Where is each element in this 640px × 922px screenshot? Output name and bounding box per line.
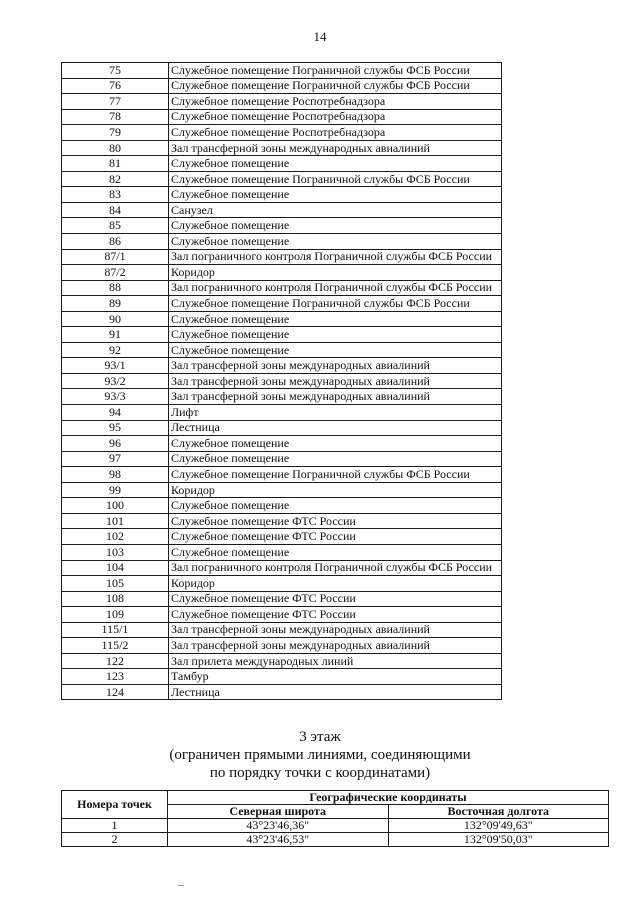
room-number: 76	[62, 78, 169, 94]
room-name: Служебное помещение Пограничной службы ФСБ России	[169, 78, 502, 94]
room-row	[62, 482, 502, 498]
room-name: Служебное помещение	[169, 498, 502, 514]
latitude-value: 43°23'46,53"	[168, 833, 389, 847]
room-number: 123	[62, 669, 169, 685]
room-row	[62, 607, 502, 623]
room-number: 104	[62, 560, 169, 576]
room-name: Служебное помещение	[169, 327, 502, 343]
room-name: Зал трансферной зоны международных авиалиний	[169, 358, 502, 374]
room-number: 84	[62, 202, 169, 218]
room-number: 99	[62, 482, 169, 498]
point-number: 1	[62, 819, 168, 833]
scan-mark	[178, 885, 184, 886]
room-number: 94	[62, 405, 169, 421]
room-row	[62, 265, 502, 281]
room-number: 79	[62, 125, 169, 141]
room-row	[62, 373, 502, 389]
room-number: 86	[62, 234, 169, 250]
room-number: 97	[62, 451, 169, 467]
room-number: 88	[62, 280, 169, 296]
room-row	[62, 638, 502, 654]
rooms-table	[61, 62, 502, 700]
rooms-table-body	[62, 63, 502, 700]
room-number: 93/2	[62, 373, 169, 389]
room-name: Служебное помещение	[169, 544, 502, 560]
page-number: 14	[313, 29, 327, 44]
room-number: 115/1	[62, 622, 169, 638]
room-number: 85	[62, 218, 169, 234]
room-row	[62, 467, 502, 483]
room-name: Служебное помещение ФТС России	[169, 591, 502, 607]
floor-subtitle-line-1: (ограничен прямыми линиями, соединяющими	[169, 747, 471, 763]
room-number: 105	[62, 576, 169, 592]
room-row	[62, 560, 502, 576]
room-number: 77	[62, 94, 169, 110]
room-name: Лестница	[169, 684, 502, 700]
room-number: 91	[62, 327, 169, 343]
room-row	[62, 296, 502, 312]
room-row	[62, 358, 502, 374]
room-name: Служебное помещение Роспотребнадзора	[169, 125, 502, 141]
room-row	[62, 311, 502, 327]
room-name: Зал прилета международных линий	[169, 653, 502, 669]
room-row	[62, 513, 502, 529]
room-row	[62, 405, 502, 421]
room-row	[62, 342, 502, 358]
room-name: Служебное помещение	[169, 451, 502, 467]
room-number: 95	[62, 420, 169, 436]
room-name: Служебное помещение Пограничной службы ФСБ России	[169, 171, 502, 187]
room-number: 82	[62, 171, 169, 187]
room-name: Служебное помещение	[169, 342, 502, 358]
room-name: Зал трансферной зоны международных авиалиний	[169, 638, 502, 654]
room-name: Служебное помещение	[169, 234, 502, 250]
header-north-latitude: Северная широта	[168, 805, 389, 819]
coordinates-table	[61, 790, 609, 847]
room-name: Служебное помещение ФТС России	[169, 513, 502, 529]
room-name: Коридор	[169, 265, 502, 281]
room-number: 87/2	[62, 265, 169, 281]
room-name: Санузел	[169, 202, 502, 218]
room-row	[62, 544, 502, 560]
room-row	[62, 218, 502, 234]
room-name: Служебное помещение Роспотребнадзора	[169, 94, 502, 110]
room-name: Зал пограничного контроля Пограничной службы ФСБ России	[169, 249, 502, 265]
room-number: 90	[62, 311, 169, 327]
room-number: 87/1	[62, 249, 169, 265]
room-number: 89	[62, 296, 169, 312]
room-name: Служебное помещение Роспотребнадзора	[169, 109, 502, 125]
room-name: Служебное помещение	[169, 311, 502, 327]
room-row	[62, 94, 502, 110]
room-row	[62, 202, 502, 218]
room-row	[62, 529, 502, 545]
room-number: 103	[62, 544, 169, 560]
room-row	[62, 420, 502, 436]
room-row	[62, 591, 502, 607]
room-row	[62, 78, 502, 94]
floor-heading	[0, 728, 640, 782]
room-name: Лестница	[169, 420, 502, 436]
room-row	[62, 234, 502, 250]
room-row	[62, 63, 502, 79]
coordinates-row	[62, 819, 609, 833]
room-row	[62, 669, 502, 685]
room-number: 80	[62, 140, 169, 156]
room-row	[62, 171, 502, 187]
room-row	[62, 498, 502, 514]
room-name: Служебное помещение	[169, 218, 502, 234]
room-row	[62, 156, 502, 172]
room-number: 100	[62, 498, 169, 514]
room-number: 93/1	[62, 358, 169, 374]
room-number: 92	[62, 342, 169, 358]
header-point-numbers: Номера точек	[62, 791, 168, 819]
room-name: Лифт	[169, 405, 502, 421]
floor-subtitle-line-2: по порядку точки с координатами)	[209, 765, 431, 781]
floor-title: 3 этаж	[299, 729, 341, 745]
room-row	[62, 125, 502, 141]
room-row	[62, 389, 502, 405]
room-name: Тамбур	[169, 669, 502, 685]
room-number: 109	[62, 607, 169, 623]
room-number: 98	[62, 467, 169, 483]
room-number: 122	[62, 653, 169, 669]
room-number: 124	[62, 684, 169, 700]
room-name: Зал трансферной зоны международных авиалиний	[169, 140, 502, 156]
room-number: 75	[62, 63, 169, 79]
room-row	[62, 653, 502, 669]
room-name: Зал трансферной зоны международных авиалиний	[169, 389, 502, 405]
point-number: 2	[62, 833, 168, 847]
header-east-longitude: Восточная долгота	[388, 805, 609, 819]
room-name: Зал трансферной зоны международных авиалиний	[169, 373, 502, 389]
room-row	[62, 249, 502, 265]
room-name: Служебное помещение	[169, 187, 502, 203]
room-name: Служебное помещение	[169, 436, 502, 452]
coordinates-row	[62, 833, 609, 847]
room-name: Коридор	[169, 576, 502, 592]
room-name: Коридор	[169, 482, 502, 498]
room-row	[62, 280, 502, 296]
room-name: Служебное помещение Пограничной службы ФСБ России	[169, 63, 502, 79]
latitude-value: 43°23'46,36"	[168, 819, 389, 833]
room-name: Служебное помещение ФТС России	[169, 607, 502, 623]
room-row	[62, 327, 502, 343]
longitude-value: 132°09'49,63"	[388, 819, 609, 833]
room-name: Служебное помещение	[169, 156, 502, 172]
room-row	[62, 576, 502, 592]
room-number: 115/2	[62, 638, 169, 654]
room-name: Зал трансферной зоны международных авиалиний	[169, 622, 502, 638]
room-row	[62, 109, 502, 125]
room-name: Зал пограничного контроля Пограничной службы ФСБ России	[169, 280, 502, 296]
header-geographic-coordinates: Географические координаты	[168, 791, 609, 805]
room-row	[62, 451, 502, 467]
room-number: 102	[62, 529, 169, 545]
room-row	[62, 140, 502, 156]
room-name: Служебное помещение Пограничной службы ФСБ России	[169, 296, 502, 312]
room-number: 83	[62, 187, 169, 203]
room-number: 96	[62, 436, 169, 452]
room-name: Зал пограничного контроля Пограничной службы ФСБ России	[169, 560, 502, 576]
room-row	[62, 187, 502, 203]
room-row	[62, 684, 502, 700]
room-number: 78	[62, 109, 169, 125]
room-row	[62, 622, 502, 638]
room-row	[62, 436, 502, 452]
room-name: Служебное помещение Пограничной службы ФСБ России	[169, 467, 502, 483]
room-number: 101	[62, 513, 169, 529]
room-name: Служебное помещение ФТС России	[169, 529, 502, 545]
longitude-value: 132°09'50,03"	[388, 833, 609, 847]
room-number: 108	[62, 591, 169, 607]
room-number: 81	[62, 156, 169, 172]
room-number: 93/3	[62, 389, 169, 405]
